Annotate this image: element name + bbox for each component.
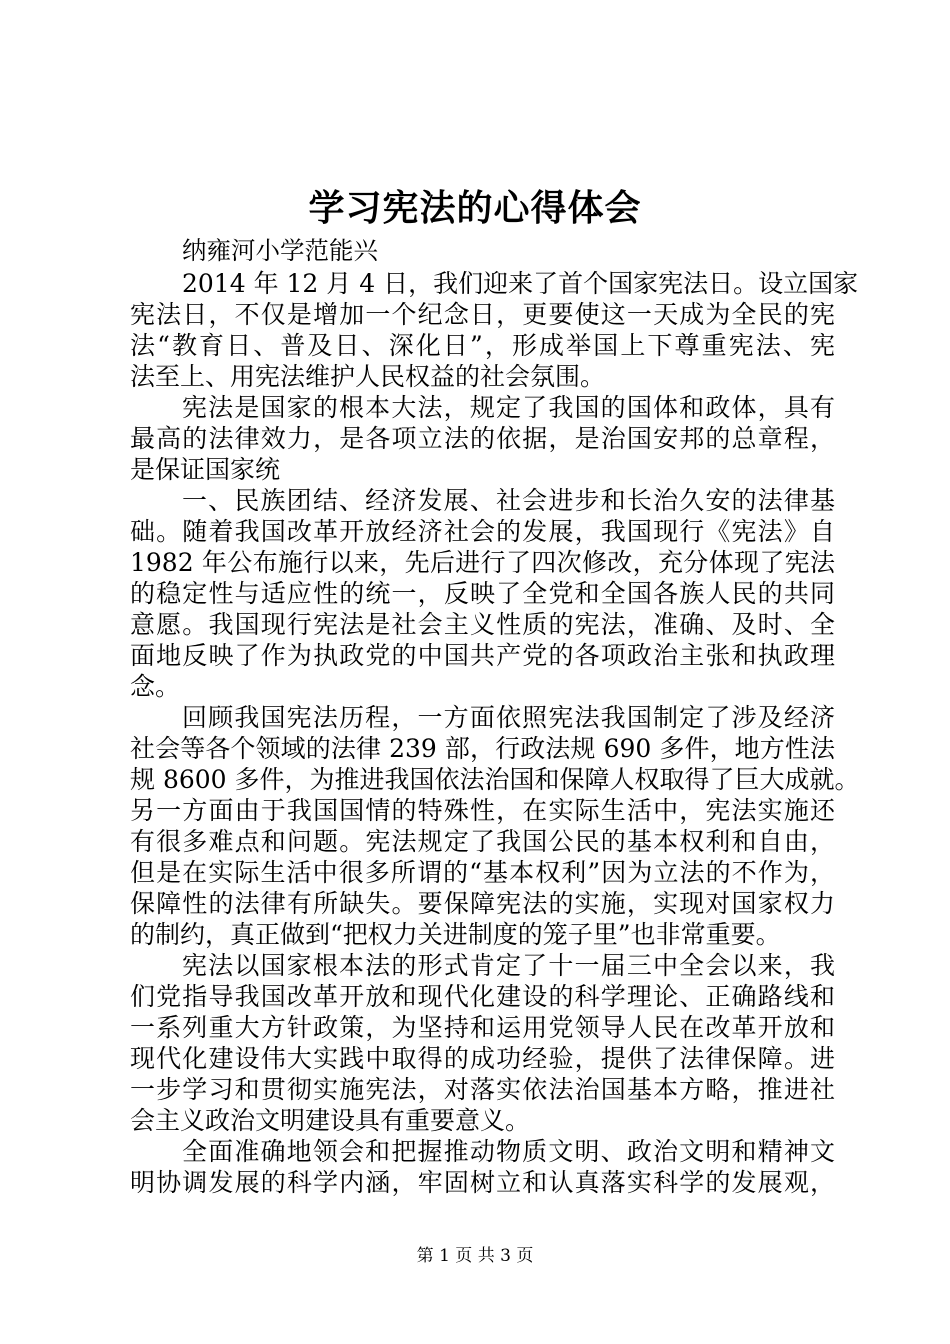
document-body [130, 268, 860, 1198]
body-text-line: 一、民族团结、经济发展、社会进步和长治久安的法律基 [182, 486, 835, 515]
body-text-line: 宪法日，不仅是增加一个纪念日，更要使这一天成为全民的宪 [130, 300, 835, 329]
body-text-line: 意愿。我国现行宪法是社会主义性质的宪法，准确、及时、全 [130, 610, 835, 639]
body-text-line: 法“教育日、普及日、深化日”，形成举国上下尊重宪法、宪 [130, 331, 835, 360]
body-text-line: 2014 年 12 月 4 日，我们迎来了首个国家宪法日。设立国家 [182, 269, 859, 298]
body-text-line: 一系列重大方针政策，为坚持和运用党领导人民在改革开放和 [130, 1013, 835, 1042]
body-text-line: 法至上、用宪法维护人民权益的社会氛围。 [130, 362, 606, 391]
page-footer: 第 1 页 共 3 页 [416, 1246, 534, 1266]
body-text-line: 明协调发展的科学内涵，牢固树立和认真落实科学的发展观， [130, 1168, 835, 1197]
body-text-line: 但是在实际生活中很多所谓的“基本权利”因为立法的不作为， [130, 858, 835, 887]
document-title: 学习宪法的心得体会 [308, 187, 642, 229]
body-text-line: 社会等各个领域的法律 239 部，行政法规 690 多件，地方性法 [130, 734, 835, 763]
body-text-line: 面地反映了作为执政党的中国共产党的各项政治主张和执政理 [130, 641, 835, 670]
body-text-line: 有很多难点和问题。宪法规定了我国公民的基本权利和自由， [130, 827, 835, 856]
body-text-line: 们党指导我国改革开放和现代化建设的科学理论、正确路线和 [130, 982, 835, 1011]
body-text-line: 1982 年公布施行以来，先后进行了四次修改，充分体现了宪法 [130, 548, 835, 577]
body-text-line: 的稳定性与适应性的统一，反映了全党和全国各族人民的共同 [130, 579, 835, 608]
body-text-line: 宪法是国家的根本大法，规定了我国的国体和政体，具有 [182, 393, 835, 422]
body-text-line: 一步学习和贯彻实施宪法，对落实依法治国基本方略，推进社 [130, 1075, 835, 1104]
body-text-line: 念。 [130, 672, 181, 701]
body-text-line: 规 8600 多件，为推进我国依法治国和保障人权取得了巨大成就。 [130, 765, 860, 794]
body-text-line: 保障性的法律有所缺失。要保障宪法的实施，实现对国家权力 [130, 889, 835, 918]
body-text-line: 的制约，真正做到“把权力关进制度的笼子里”也非常重要。 [130, 920, 781, 949]
body-text-line: 是保证国家统 [130, 455, 281, 484]
body-text-line: 现代化建设伟大实践中取得的成功经验，提供了法律保障。进 [130, 1044, 835, 1073]
body-text-line: 会主义政治文明建设具有重要意义。 [130, 1106, 531, 1135]
body-text-line: 最高的法律效力，是各项立法的依据，是治国安邦的总章程， [130, 424, 835, 453]
body-text-line: 另一方面由于我国国情的特殊性，在实际生活中，宪法实施还 [130, 796, 835, 825]
author-line: 纳雍河小学范能兴 [182, 236, 378, 265]
body-text-line: 全面准确地领会和把握推动物质文明、政治文明和精神文 [182, 1137, 835, 1166]
body-text-line: 础。随着我国改革开放经济社会的发展，我国现行《宪法》自 [130, 517, 835, 546]
body-text-line: 回顾我国宪法历程，一方面依照宪法我国制定了涉及经济 [182, 703, 835, 732]
body-text-line: 宪法以国家根本法的形式肯定了十一届三中全会以来，我 [182, 951, 835, 980]
